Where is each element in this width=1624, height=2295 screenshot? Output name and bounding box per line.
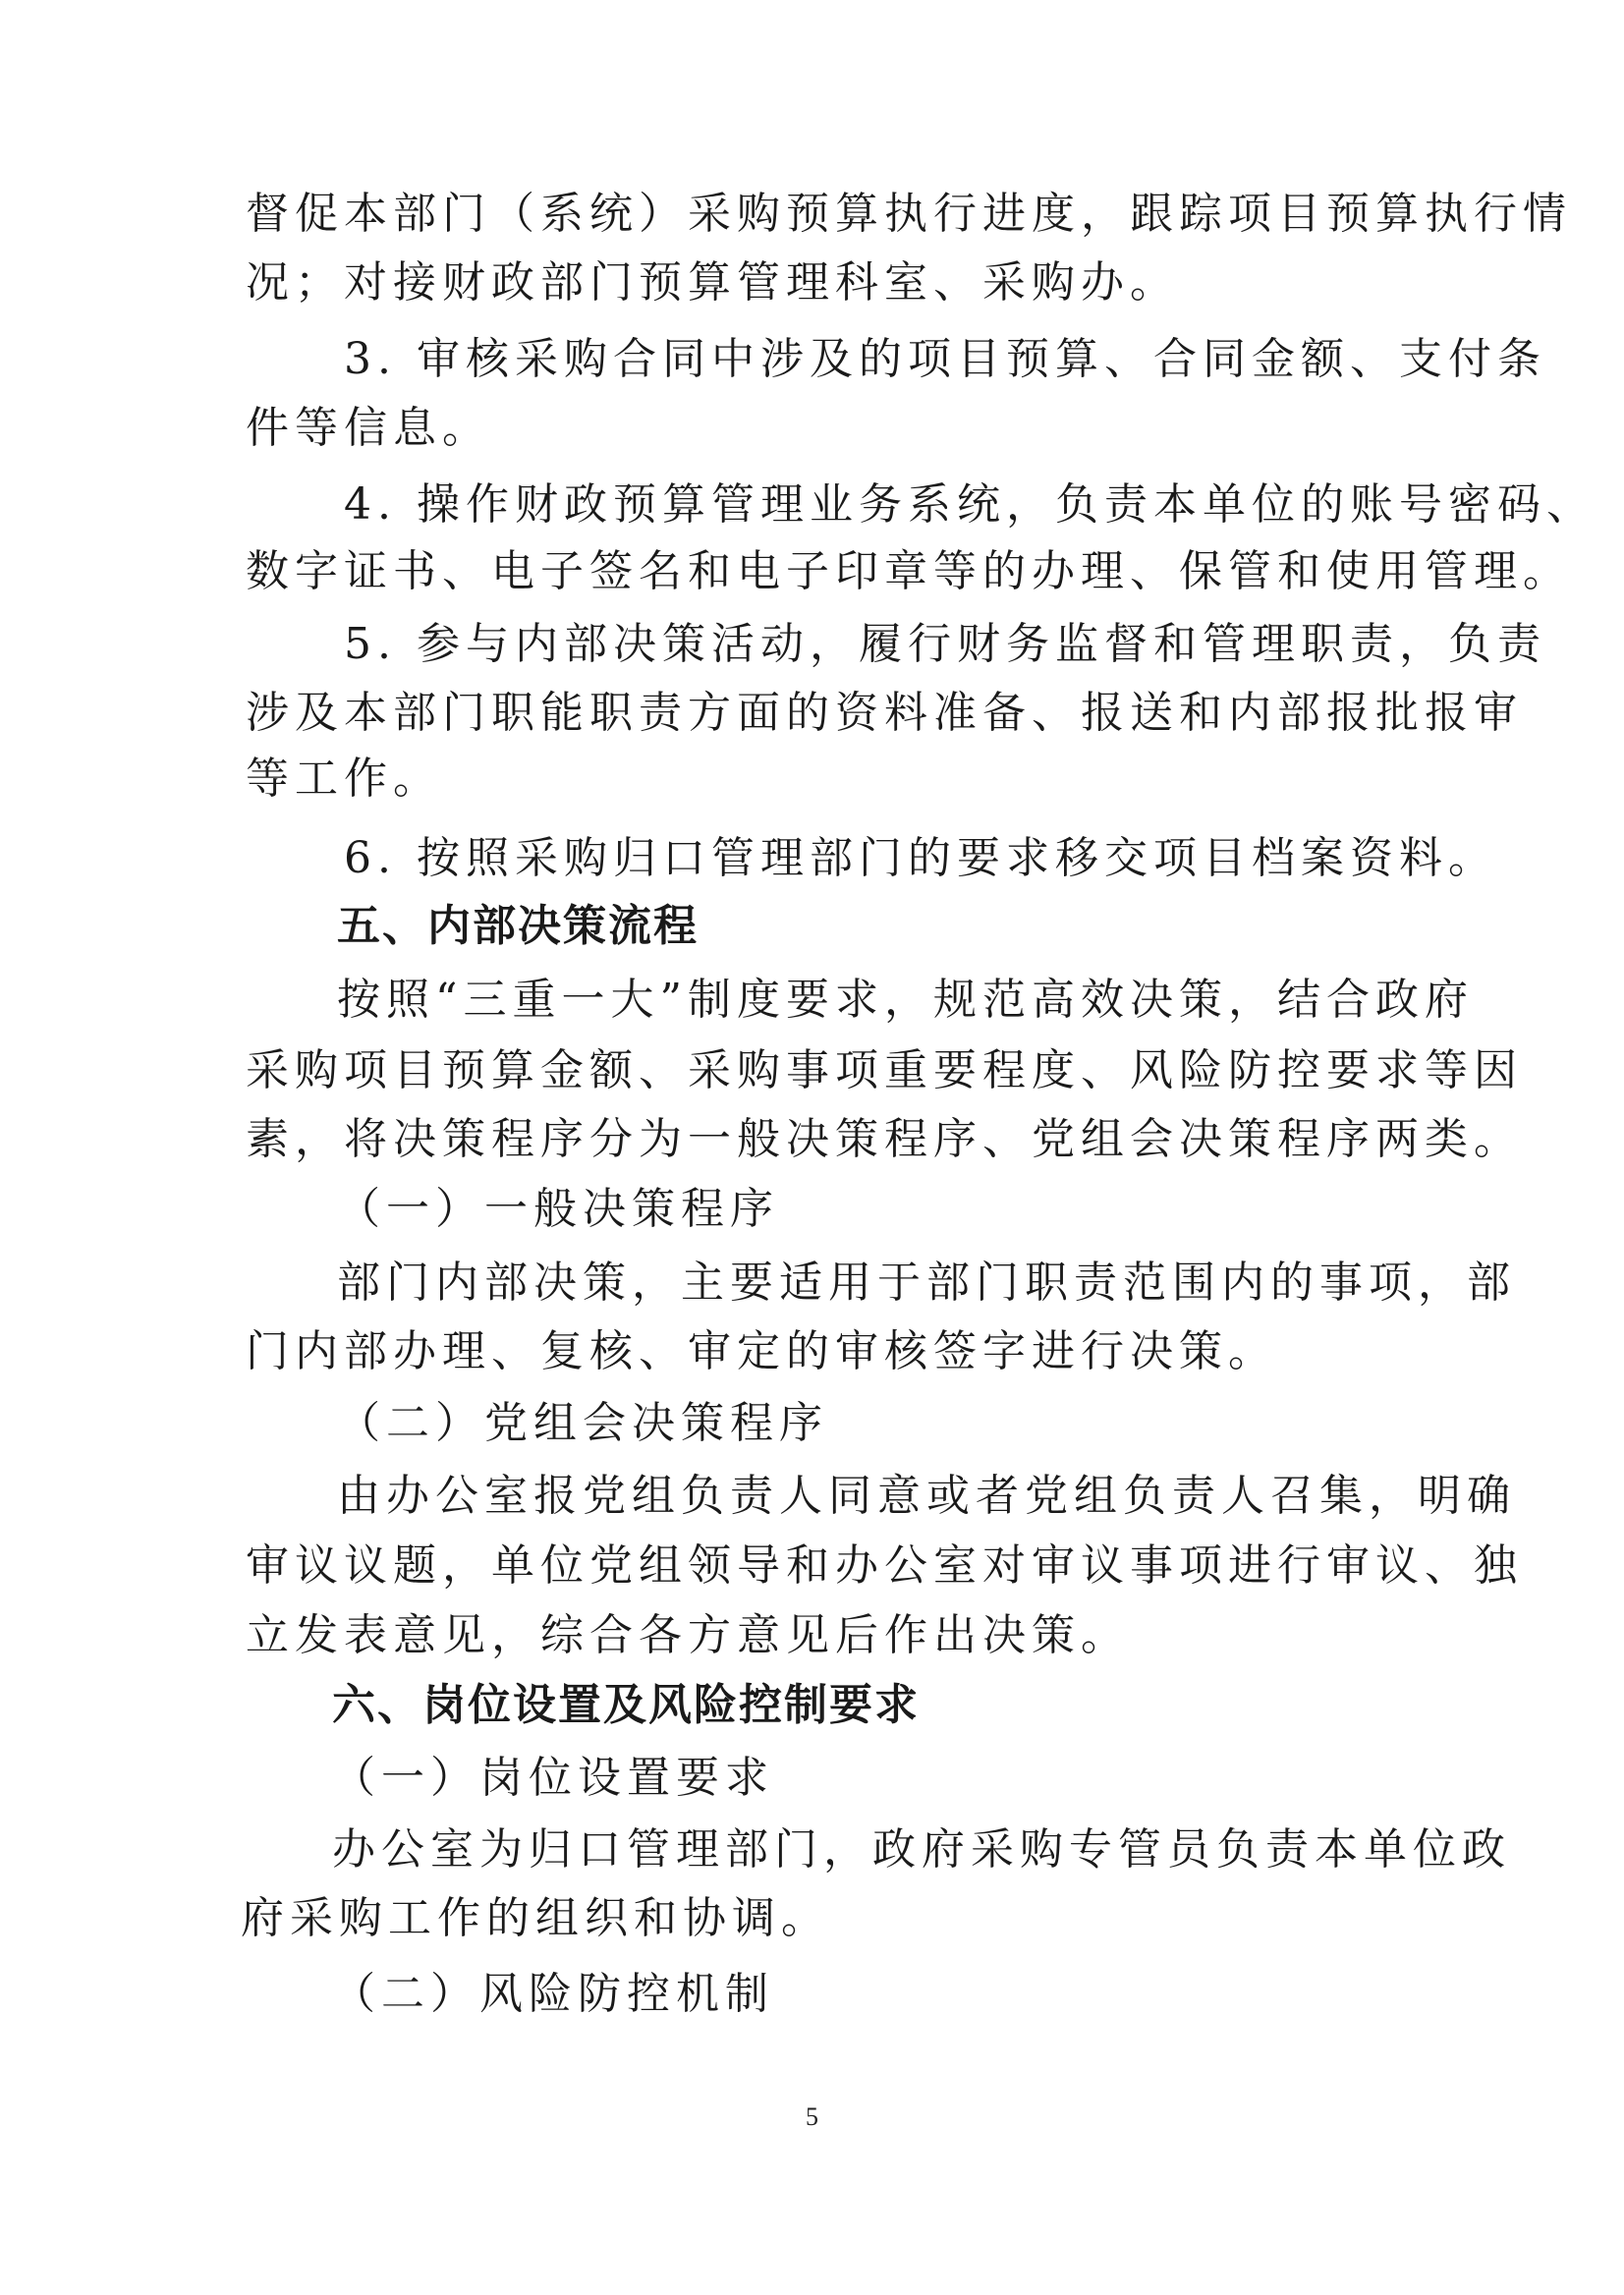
section-heading-5: 五、内部决策流程 xyxy=(337,901,699,951)
list-item-4: 4. 操作财政预算管理业务系统，负责本单位的账号密码、 xyxy=(344,479,1596,530)
page-number: 5 xyxy=(806,2102,818,2131)
body-line: 等工作。 xyxy=(246,754,442,804)
subsection-heading-2: （二）党组会决策程序 xyxy=(337,1398,828,1448)
body-line: 涉及本部门职能职责方面的资料准备、报送和内部报批报审 xyxy=(246,688,1523,738)
body-line: 数字证书、电子签名和电子印章等的办理、保管和使用管理。 xyxy=(246,546,1572,596)
body-line: 立发表意见，综合各方意见后作出决策。 xyxy=(246,1610,1130,1660)
body-line: 审议议题，单位党组领导和办公室对审议事项进行审议、独 xyxy=(246,1540,1523,1591)
body-line: 由办公室报党组负责人同意或者党组负责人召集，明确 xyxy=(337,1471,1516,1521)
body-line: 按照“三重一大”制度要求，规范高效决策，结合政府 xyxy=(337,975,1474,1025)
body-line: 件等信息。 xyxy=(246,403,491,453)
subsection-heading-2: （二）风险防控机制 xyxy=(332,1969,774,2019)
subsection-heading-1: （一）一般决策程序 xyxy=(337,1184,779,1234)
body-line: 府采购工作的组织和协调。 xyxy=(241,1893,830,1943)
subsection-heading-1: （一）岗位设置要求 xyxy=(332,1753,774,1803)
body-line: 况；对接财政部门预算管理科室、采购办。 xyxy=(246,257,1179,308)
section-heading-6: 六、岗位设置及风险控制要求 xyxy=(332,1680,920,1730)
body-line: 采购项目预算金额、采购事项重要程度、风险防控要求等因 xyxy=(246,1045,1523,1095)
body-line: 素，将决策程序分为一般决策程序、党组会决策程序两类。 xyxy=(246,1114,1523,1164)
list-item-5: 5. 参与内部决策活动，履行财务监督和管理职责，负责 xyxy=(344,619,1546,669)
body-line: 门内部办理、复核、审定的审核签字进行决策。 xyxy=(246,1326,1277,1376)
list-item-3: 3. 审核采购合同中涉及的项目预算、合同金额、支付条 xyxy=(344,334,1546,384)
body-line: 办公室为归口管理部门，政府采购专管员负责本单位政 xyxy=(332,1824,1511,1875)
body-line: 督促本部门（系统）采购预算执行进度，跟踪项目预算执行情 xyxy=(246,189,1572,239)
list-item-6: 6. 按照采购归口管理部门的要求移交项目档案资料。 xyxy=(344,833,1497,883)
body-line: 部门内部决策，主要适用于部门职责范围内的事项，部 xyxy=(337,1258,1516,1308)
